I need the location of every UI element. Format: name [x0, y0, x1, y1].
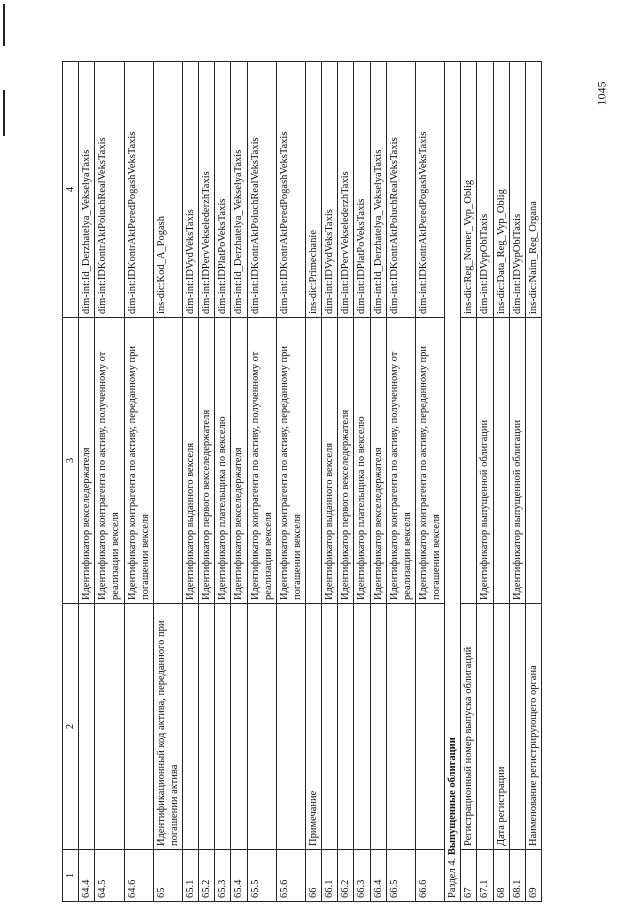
dimension-description: Идентификатор контрагента по активу, переданному при погашении векселя — [276, 318, 305, 604]
indicator-name — [477, 604, 493, 850]
table-row — [215, 62, 231, 902]
element-code: dim-int:IDKontrAktPeredPogashVeksTaxis — [124, 62, 153, 318]
element-code: ins-dic:Reg_Nomer_Vyp_Oblig — [461, 62, 477, 318]
indicator-name — [322, 604, 338, 850]
element-code: dim-int:Id_Derzhatelya_VekselyaTaxis — [79, 62, 95, 318]
indicator-name — [415, 604, 444, 850]
table-body — [63, 62, 542, 902]
dimension-description — [153, 318, 182, 604]
table-row — [199, 62, 215, 902]
indicator-name — [231, 604, 247, 850]
indicator-name: Регистрационный номер выпуска облигаций — [461, 604, 477, 850]
margin-line-top — [3, 4, 5, 46]
table-row — [493, 62, 509, 902]
element-code: dim-int:IDVypOblTaxis — [477, 62, 493, 318]
table-row — [247, 62, 276, 902]
element-code: dim-int:IDPervVekselederzhTaxis — [338, 62, 354, 318]
indicator-name — [124, 604, 153, 850]
header-row — [63, 62, 79, 902]
table-row — [509, 62, 525, 902]
table-row — [322, 62, 338, 902]
element-code: dim-int:IDVydVeksTaxis — [183, 62, 199, 318]
table-row — [95, 62, 124, 902]
element-code: ins-dic:Naim_Reg_Organa — [525, 62, 541, 318]
table-row — [415, 62, 444, 902]
element-code: dim-int:IDKontrAktPoluchRealVeksTaxis — [386, 62, 415, 318]
dimension-description: Идентификатор плательщика по векселю — [215, 318, 231, 604]
row-number: 65 — [153, 850, 182, 902]
element-code: dim-int:IDVydVeksTaxis — [322, 62, 338, 318]
indicator-name — [95, 604, 124, 850]
element-code: dim-int:IDKontrAktPeredPogashVeksTaxis — [276, 62, 305, 318]
indicator-name — [354, 604, 370, 850]
dimension-description: Идентификатор контрагента по активу, полученному от реализации векселя — [95, 318, 124, 604]
section-label: Раздел 4. — [447, 857, 459, 898]
dimension-description — [306, 318, 322, 604]
dimension-description: Идентификатор контрагента по активу, полученному от реализации векселя — [247, 318, 276, 604]
row-number: 65.3 — [215, 850, 231, 902]
table-row — [276, 62, 305, 902]
indicator-name — [79, 604, 95, 850]
row-number: 64.6 — [124, 850, 153, 902]
indicator-name: Примечание — [306, 604, 322, 850]
table-row — [354, 62, 370, 902]
section-header — [445, 62, 461, 902]
row-number: 65.5 — [247, 850, 276, 902]
row-number: 67 — [461, 850, 477, 902]
element-code: ins-dic:Kod_A_Pogash — [153, 62, 182, 318]
row-number: 66.5 — [386, 850, 415, 902]
section-title: Выпущенные облигации — [447, 737, 459, 856]
row-number: 64.5 — [95, 850, 124, 902]
table-row — [306, 62, 322, 902]
table-row — [461, 62, 477, 902]
row-number: 66.2 — [338, 850, 354, 902]
dimension-description: Идентификатор контрагента по активу, переданному при погашении векселя — [415, 318, 444, 604]
indicator-name — [386, 604, 415, 850]
element-code: dim-int:IDPlatPoVeksTaxis — [215, 62, 231, 318]
element-code: ins-dic:Primechanie — [306, 62, 322, 318]
dimension-description — [461, 318, 477, 604]
page-number: 1045 — [594, 81, 609, 106]
row-number: 65.6 — [276, 850, 305, 902]
table-row — [153, 62, 182, 902]
row-number: 64.4 — [79, 850, 95, 902]
dimension-description: Идентификатор выданного векселя — [322, 318, 338, 604]
rotated-page — [62, 62, 576, 902]
element-code: dim-int:IDPervVekselederzhTaxis — [199, 62, 215, 318]
row-number: 69 — [525, 850, 541, 902]
row-number: 65.4 — [231, 850, 247, 902]
indicator-name — [338, 604, 354, 850]
dimension-description: Идентификатор выпущенной облигации — [509, 318, 525, 604]
indicator-name — [509, 604, 525, 850]
row-number: 66.4 — [370, 850, 386, 902]
column-header-3: 3 — [63, 318, 79, 604]
dimension-description: Идентификатор векселедержателя — [79, 318, 95, 604]
table-row — [124, 62, 153, 902]
table-row — [370, 62, 386, 902]
dimension-description: Идентификатор выданного векселя — [183, 318, 199, 604]
element-code: dim-int:Id_Derzhatelya_VekselyaTaxis — [370, 62, 386, 318]
element-code: dim-int:IDKontrAktPoluchRealVeksTaxis — [95, 62, 124, 318]
row-number: 66.1 — [322, 850, 338, 902]
dimension-description: Идентификатор плательщика по векселю — [354, 318, 370, 604]
element-code: dim-int:IDKontrAktPoluchRealVeksTaxis — [247, 62, 276, 318]
dimension-description: Идентификатор выпущенной облигации — [477, 318, 493, 604]
dimension-description: Идентификатор первого векселедержателя — [338, 318, 354, 604]
row-number: 65.2 — [199, 850, 215, 902]
table-row — [183, 62, 199, 902]
indicator-name — [247, 604, 276, 850]
element-code: dim-int:IDPlatPoVeksTaxis — [354, 62, 370, 318]
row-number: 68 — [493, 850, 509, 902]
margin-line-middle — [3, 90, 5, 136]
table-row — [386, 62, 415, 902]
element-code: ins-dic:Data_Reg_Vyp_Oblig — [493, 62, 509, 318]
row-number: 66.6 — [415, 850, 444, 902]
indicator-name — [183, 604, 199, 850]
dimension-description: Идентификатор первого векселедержателя — [199, 318, 215, 604]
row-number: 68.1 — [509, 850, 525, 902]
indicator-name — [199, 604, 215, 850]
element-code: dim-int:IDKontrAktPeredPogashVeksTaxis — [415, 62, 444, 318]
dimension-description — [525, 318, 541, 604]
indicator-name: Идентификационный код актива, переданного при погашении актива — [153, 604, 182, 850]
table-row — [477, 62, 493, 902]
element-code: dim-int:Id_Derzhatelya_VekselyaTaxis — [231, 62, 247, 318]
column-header-1: 1 — [63, 850, 79, 902]
row-number: 66.3 — [354, 850, 370, 902]
indicator-name — [215, 604, 231, 850]
element-code: dim-int:IDVypOblTaxis — [509, 62, 525, 318]
table-row — [525, 62, 541, 902]
data-table — [62, 61, 542, 902]
indicator-name — [276, 604, 305, 850]
indicator-name: Наименование регистрирующего органа — [525, 604, 541, 850]
table-row — [79, 62, 95, 902]
indicator-name — [370, 604, 386, 850]
table-row — [231, 62, 247, 902]
dimension-description — [493, 318, 509, 604]
dimension-description: Идентификатор векселедержателя — [370, 318, 386, 604]
row-number: 66 — [306, 850, 322, 902]
indicator-name: Дата регистрации — [493, 604, 509, 850]
row-number: 67.1 — [477, 850, 493, 902]
dimension-description: Идентификатор контрагента по активу, переданному при погашении векселя — [124, 318, 153, 604]
row-number: 65.1 — [183, 850, 199, 902]
column-header-2: 2 — [63, 604, 79, 850]
dimension-description: Идентификатор контрагента по активу, полученному от реализации векселя — [386, 318, 415, 604]
column-header-4: 4 — [63, 62, 79, 318]
section-row — [445, 62, 461, 902]
table-row — [338, 62, 354, 902]
dimension-description: Идентификатор векселедержателя — [231, 318, 247, 604]
